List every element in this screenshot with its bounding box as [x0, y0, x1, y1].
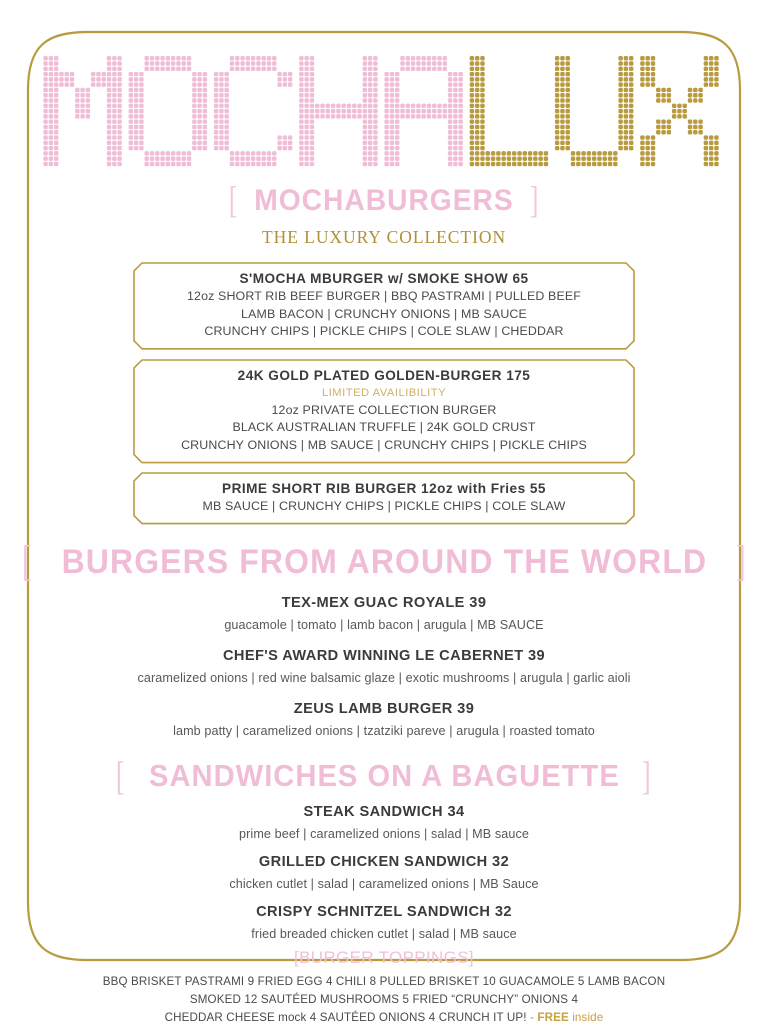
feature-box-ingredient-line: CRUNCHY CHIPS | PICKLE CHIPS | COLE SLAW | CHEDDAR: [204, 324, 564, 339]
toppings-row-text: CHEDDAR CHEESE mock 4 SAUTÉED ONIONS 4 CRUNCH IT UP!: [164, 1010, 530, 1024]
menu-item-name: GRILLED CHICKEN SANDWICH 32: [258, 853, 510, 870]
menu-item-name: ZEUS LAMB BURGER 39: [293, 700, 475, 717]
section-header-mochaburgers: [0, 179, 768, 222]
menu-item-description: chicken cutlet | salad | caramelized onions | MB Sauce: [229, 876, 539, 891]
feature-box-title: S'MOCHA MBURGER w/ SMOKE SHOW 65: [239, 271, 529, 286]
menu-item: [0, 648, 768, 685]
toppings-free-label: FREE: [537, 1010, 573, 1024]
menu-item: [0, 595, 768, 632]
feature-menu-box: [133, 472, 635, 525]
feature-box-content: [145, 480, 623, 516]
world-burger-item-list: [0, 595, 768, 738]
bracket-open: [: [116, 752, 126, 798]
burger-toppings-list: [0, 973, 768, 1027]
section-title: MOCHABURGERS: [254, 184, 514, 217]
menu-item-name: CRISPY SCHNITZEL SANDWICH 32: [256, 903, 512, 920]
menu-item-description: fried breaded chicken cutlet | salad | MB sauce: [251, 926, 517, 941]
toppings-row: [0, 1009, 768, 1027]
section-header-sandwiches: [0, 752, 768, 798]
burger-toppings-title: [BURGER TOPPINGS]: [294, 947, 474, 967]
menu-item: [0, 701, 768, 738]
sandwich-item-list: [0, 804, 768, 941]
bracket-close: ]: [529, 179, 539, 222]
menu-item: [0, 854, 768, 891]
brand-logo: [0, 44, 768, 166]
feature-box-availability-note: LIMITED AVAILIBILITY: [321, 386, 447, 399]
feature-box-ingredient-line: 12oz PRIVATE COLLECTION BURGER: [271, 402, 497, 417]
bracket-close: ]: [642, 752, 652, 798]
section-header-world-burgers: [0, 537, 768, 585]
feature-box-ingredient-line: LAMB BACON | CRUNCHY ONIONS | MB SAUCE: [241, 306, 527, 321]
section-title: BURGERS FROM AROUND THE WORLD: [61, 542, 707, 581]
bracket-close: ]: [735, 537, 747, 585]
feature-box-ingredient-line: CRUNCHY ONIONS | MB SAUCE | CRUNCHY CHIPS | PICKLE CHIPS: [181, 437, 587, 452]
toppings-row: SMOKED 12 SAUTÉED MUSHROOMS 5 FRIED “CRUNCHY” ONIONS 4: [189, 992, 579, 1006]
menu-item: [0, 804, 768, 841]
feature-box-content: [145, 270, 623, 341]
menu-item-name: TEX-MEX GUAC ROYALE 39: [281, 594, 487, 611]
section-subtitle-luxury-collection: THE LUXURY COLLECTION: [261, 227, 507, 247]
feature-menu-box: [133, 359, 635, 464]
feature-box-list: [0, 262, 768, 525]
bracket-open: [: [21, 537, 33, 585]
menu-item-description: prime beef | caramelized onions | salad | MB sauce: [239, 826, 529, 841]
menu-item-name: STEAK SANDWICH 34: [303, 803, 465, 820]
feature-box-title: 24K GOLD PLATED GOLDEN-BURGER 175: [237, 367, 531, 383]
feature-box-ingredient-line: BLACK AUSTRALIAN TRUFFLE | 24K GOLD CRUST: [232, 420, 536, 435]
menu-item-description: guacamole | tomato | lamb bacon | arugula | MB SAUCE: [224, 617, 544, 632]
menu-item-description: caramelized onions | red wine balsamic glaze | exotic mushrooms | arugula | garlic aioli: [137, 670, 631, 685]
toppings-row: BBQ BRISKET PASTRAMI 9 FRIED EGG 4 CHILI 8 PULLED BRISKET 10 GUACAMOLE 5 LAMB BACON: [102, 974, 666, 988]
feature-menu-box: [133, 262, 635, 350]
feature-box-ingredient-line: MB SAUCE | CRUNCHY CHIPS | PICKLE CHIPS | COLE SLAW: [202, 499, 566, 514]
toppings-free-suffix: inside: [572, 1010, 604, 1024]
menu-item-name: CHEF'S AWARD WINNING LE CABERNET 39: [222, 647, 546, 664]
feature-box-ingredient-line: 12oz SHORT RIB BEEF BURGER | BBQ PASTRAMI | PULLED BEEF: [186, 288, 582, 303]
feature-box-content: [145, 367, 623, 455]
menu-item-description: lamb patty | caramelized onions | tzatziki pareve | arugula | roasted tomato: [173, 723, 595, 738]
section-title: SANDWICHES ON A BAGUETTE: [148, 757, 620, 793]
menu-content: [0, 179, 768, 1027]
menu-item: [0, 904, 768, 941]
feature-box-title: PRIME SHORT RIB BURGER 12oz with Fries 55: [222, 481, 546, 497]
toppings-free-dash: -: [529, 1010, 538, 1024]
bracket-open: [: [229, 179, 239, 222]
